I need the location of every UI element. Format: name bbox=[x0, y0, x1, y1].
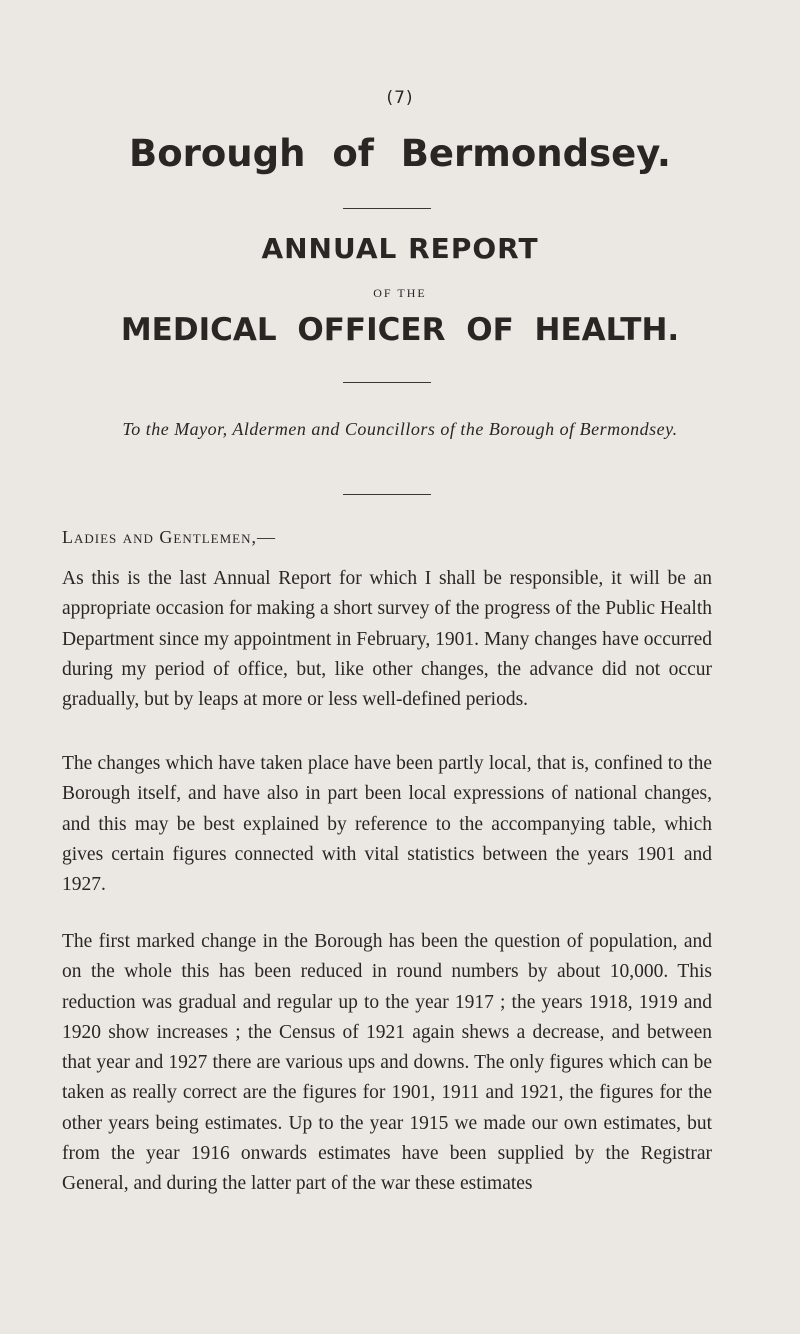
divider-rule bbox=[343, 208, 431, 209]
paragraph: As this is the last Annual Report for which I shall be responsible, it will be an appropriate occasion for making a short survey of the progress of the Public Health Department since my appointment in February, 1901. Many changes have occurred during my period of office, but, like other changes, the advance did not occur gradually, but by leaps at more or less well-defined periods. bbox=[62, 568, 712, 711]
divider-rule bbox=[343, 382, 431, 383]
paragraph: The first marked change in the Borough has been the question of population, and on the whole this has been reduced in round numbers by about 10,000. This reduction was gradual and regular up to the year 1917 ; the years 1918, 1919 and 1920 show increases ; the Census of 1921 again shews a decrease, and between that year and 1927 there are various ups and downs. The only figures which can be taken as really correct are the figures for 1901, 1911 and 1921, the figures for the other years being estimates. Up to the year 1915 we made our own estimates, but from the year 1916 onwards estimates have been supplied by the Registrar General, and during the latter part of the war these estimates bbox=[62, 931, 712, 1195]
of-the-caption: OF THE bbox=[373, 286, 427, 300]
divider-rule bbox=[343, 494, 431, 495]
page-number: (7) bbox=[386, 88, 414, 108]
paragraph: The changes which have taken place have been partly local, that is, confined to the Borough itself, and have also in part been local expressions of national changes, and this may be best explained by reference to the accompanying table, which gives certain figures connected with vital statistics between the years 1901 and 1927. bbox=[62, 753, 712, 896]
dedication: To the Mayor, Aldermen and Councillors of the Borough of Bermondsey. bbox=[122, 419, 678, 439]
salutation: Ladies and Gentlemen,— bbox=[62, 527, 276, 547]
report-title: ANNUAL REPORT bbox=[261, 232, 539, 265]
borough-title: Borough of Bermondsey. bbox=[129, 132, 671, 175]
officer-title: MEDICAL OFFICER OF HEALTH. bbox=[120, 312, 680, 348]
